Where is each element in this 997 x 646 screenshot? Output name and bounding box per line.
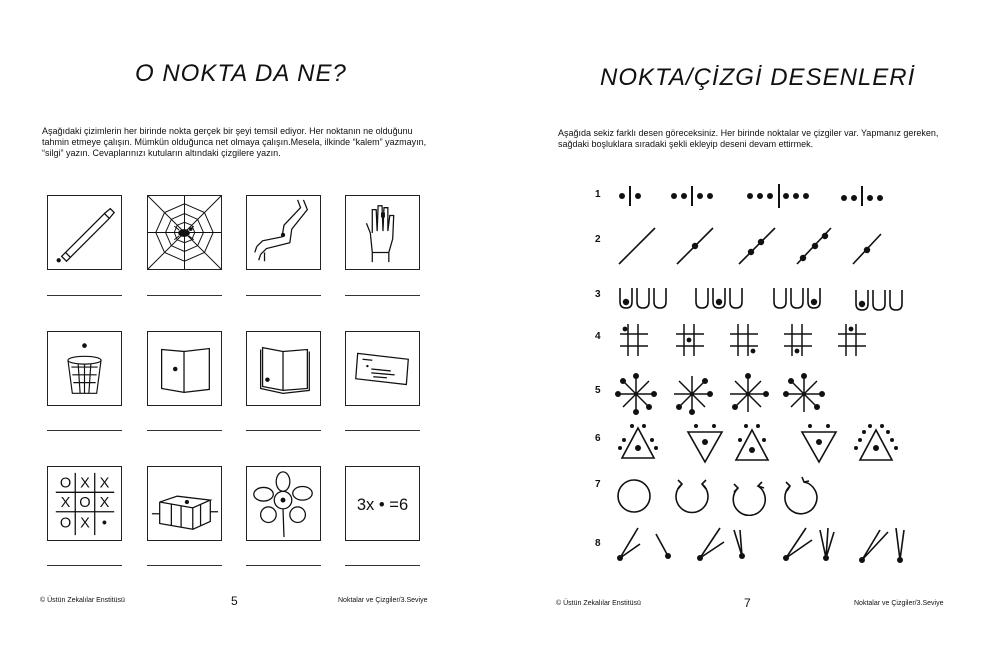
pattern-row-4 (618, 320, 868, 360)
tic-tac-toe-icon (48, 467, 121, 540)
row-number: 4 (595, 331, 601, 342)
row-number: 3 (595, 289, 601, 300)
answer-line[interactable] (345, 565, 420, 566)
ttt-cell: X (80, 515, 90, 532)
picture-box-tic-tac-toe (47, 466, 122, 541)
gift-box-icon (148, 467, 221, 540)
ttt-cell: • (101, 515, 108, 532)
hand-ring-icon (346, 196, 419, 269)
ttt-cell: X (99, 475, 110, 492)
equation-text: 3x • =6 (356, 494, 409, 514)
page-number: 7 (744, 596, 751, 610)
pattern-row-3 (618, 284, 908, 312)
pattern-row-5 (612, 370, 842, 418)
picture-box-book (246, 331, 321, 406)
page-number: 5 (231, 594, 238, 608)
picture-box-gift (147, 466, 222, 541)
ttt-cell: X (80, 475, 90, 492)
left-page (0, 0, 490, 646)
wastebasket-icon (48, 332, 121, 405)
picture-box-door (147, 331, 222, 406)
ttt-cell: O (59, 515, 72, 532)
picture-box-flower (246, 466, 321, 541)
instructions: Aşağıdaki çizimlerin her birinde nokta gerçek bir şeyi temsil ediyor. Her noktanın ne olduğunu tahmin etmeye çalışın. Mümkün olduğunca net olmaya çalışın.Mesela, ilkinde “kalem” yazmayın, “silgi” yazın. Cevaplarınızı kutuların altındaki çizgilere yazın. (42, 126, 427, 158)
answer-line[interactable] (47, 430, 122, 431)
pattern-row-7 (612, 472, 832, 516)
ttt-cell: X (60, 494, 71, 511)
pattern-row-8 (608, 520, 912, 570)
footer-left: © Üstün Zekalılar Enstitüsü (40, 597, 125, 604)
row-number: 7 (595, 479, 601, 490)
elbow-icon (247, 196, 320, 269)
flower-icon (247, 467, 320, 540)
answer-line[interactable] (47, 565, 122, 566)
ttt-cell: O (79, 494, 91, 511)
picture-box-spider-web (147, 195, 222, 270)
answer-line[interactable] (246, 565, 321, 566)
answer-line[interactable] (147, 565, 222, 566)
equation-icon (346, 467, 419, 540)
pencil-icon (48, 196, 121, 269)
picture-box-equation (345, 466, 420, 541)
picture-box-hand (345, 195, 420, 270)
spider-web-icon (148, 196, 221, 269)
footer-left: © Üstün Zekalılar Enstitüsü (556, 600, 641, 607)
picture-box-wastebasket (47, 331, 122, 406)
answer-line[interactable] (47, 295, 122, 296)
footer-right: Noktalar ve Çizgiler/3.Seviye (854, 600, 944, 607)
row-number: 5 (595, 385, 601, 396)
page-title: NOKTA/ÇİZGİ DESENLERİ (600, 64, 916, 91)
footer-right: Noktalar ve Çizgiler/3.Seviye (338, 597, 428, 604)
answer-line[interactable] (345, 295, 420, 296)
envelope-icon (346, 332, 419, 405)
pattern-row-2 (615, 222, 885, 270)
picture-box-elbow (246, 195, 321, 270)
answer-line[interactable] (345, 430, 420, 431)
pattern-row-6 (614, 420, 904, 470)
row-number: 6 (595, 433, 601, 444)
ttt-cell: O (59, 475, 72, 492)
right-page (500, 0, 997, 646)
door-icon (148, 332, 221, 405)
page-title: O NOKTA DA NE? (135, 60, 347, 87)
open-book-icon (247, 332, 320, 405)
pattern-row-1 (610, 180, 900, 212)
row-number: 8 (595, 538, 601, 549)
answer-line[interactable] (147, 295, 222, 296)
picture-box-envelope (345, 331, 420, 406)
instructions: Aşağıda sekiz farklı desen göreceksiniz. Her birinde noktalar ve çizgiler var. Yapmanız gereken, sağdaki boşluklara sıradaki şekli ekleyip deseni devam ettirmek. (558, 128, 939, 149)
answer-line[interactable] (246, 430, 321, 431)
ttt-cell: X (99, 494, 110, 511)
picture-box-pencil (47, 195, 122, 270)
answer-line[interactable] (147, 430, 222, 431)
answer-line[interactable] (246, 295, 321, 296)
row-number: 2 (595, 234, 601, 245)
row-number: 1 (595, 189, 601, 200)
